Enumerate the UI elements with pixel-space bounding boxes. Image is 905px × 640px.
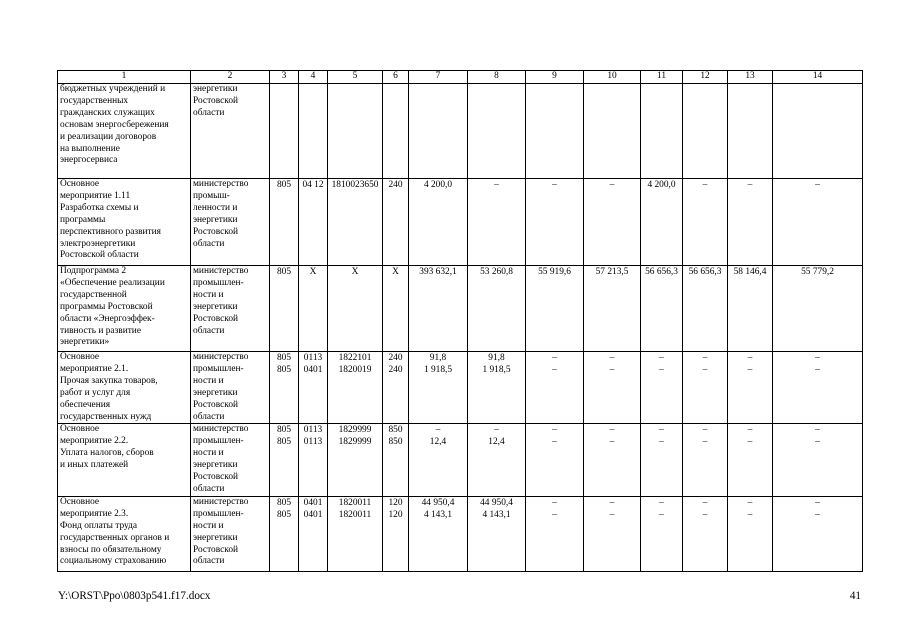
value-cell — [728, 496, 773, 571]
value-cell — [299, 266, 328, 352]
cell-value: – — [747, 180, 753, 190]
cell-value: – — [494, 180, 499, 190]
cell-value: 0113 — [303, 353, 323, 363]
value-cell — [383, 496, 409, 571]
cell-value: – — [659, 353, 664, 363]
value-cell — [383, 424, 409, 496]
column-number: 6 — [383, 71, 409, 84]
value-cell — [299, 424, 328, 496]
column-number: 13 — [728, 71, 773, 84]
cell-value: – — [747, 497, 753, 508]
cell-value: – — [815, 509, 820, 520]
cell-value: – — [609, 437, 615, 448]
cell-value: – — [702, 437, 708, 448]
cell-value: 805 — [276, 267, 292, 277]
cell-value: – — [494, 425, 499, 436]
cell-value: – — [815, 353, 820, 363]
cell-value: 91,8 — [488, 353, 505, 363]
value-cell — [383, 179, 409, 266]
table-body — [58, 71, 863, 572]
cell-value: 56 656,3 — [645, 267, 678, 277]
table-row — [58, 496, 863, 571]
cell-value: 0401 — [303, 509, 323, 520]
value-cell — [409, 179, 468, 266]
cell-value: 1820011 — [338, 509, 372, 520]
value-cell — [383, 266, 409, 352]
cell-value: 58 146,4 — [733, 267, 767, 277]
executor-name: министерство промышлен- ности и энергетики Ростовской области — [191, 424, 270, 496]
value-cell — [641, 179, 683, 266]
value-cell — [584, 352, 641, 424]
cell-value: 240 — [388, 353, 403, 363]
column-number: 9 — [526, 71, 584, 84]
cell-value: – — [659, 497, 664, 508]
cell-value: X — [351, 267, 359, 277]
cell-value: 850 — [388, 425, 403, 436]
cell-value: 4 143,1 — [423, 509, 453, 520]
cell-value: 44 950,4 — [421, 497, 455, 508]
cell-value: – — [552, 437, 557, 448]
budget-table — [57, 70, 863, 572]
column-number: 1 — [58, 71, 191, 84]
value-cell — [328, 424, 383, 496]
value-cell — [409, 84, 468, 179]
table-row — [58, 352, 863, 424]
value-cell — [526, 352, 584, 424]
cell-value: – — [659, 425, 664, 436]
value-cell — [468, 424, 526, 496]
value-cell — [683, 424, 728, 496]
cell-value: – — [815, 437, 820, 448]
cell-value: – — [659, 509, 664, 520]
cell-value: X — [392, 267, 399, 277]
cell-value: – — [747, 425, 753, 436]
column-number: 10 — [584, 71, 641, 84]
table-row — [58, 424, 863, 496]
column-number: 3 — [270, 71, 299, 84]
cell-value: – — [609, 353, 615, 363]
cell-value: – — [702, 353, 708, 363]
value-cell — [641, 424, 683, 496]
executor-name: министерство промышлен- ности и энергетики Ростовской области — [191, 496, 270, 571]
value-cell — [409, 496, 468, 571]
cell-value: – — [702, 425, 708, 436]
cell-value: – — [702, 509, 708, 520]
value-cell — [641, 496, 683, 571]
value-cell — [728, 352, 773, 424]
value-cell — [299, 84, 328, 179]
value-cell — [728, 84, 773, 179]
value-cell — [270, 424, 299, 496]
value-cell — [584, 496, 641, 571]
cell-value: 1829999 — [338, 437, 372, 448]
value-cell — [584, 424, 641, 496]
cell-value: 55 779,2 — [801, 267, 834, 277]
cell-value: 1820011 — [338, 497, 372, 508]
value-cell — [409, 266, 468, 352]
cell-value: 1 918,5 — [423, 365, 453, 375]
activity-name: Основное мероприятие 2.3. Фонд оплаты труда государственных органов и взносы по обязательному социальному страхованию — [58, 496, 191, 571]
cell-value: 120 — [388, 509, 403, 520]
activity-name: Основное мероприятие 2.2. Уплата налогов, сборов и иных платежей — [58, 424, 191, 496]
value-cell — [270, 352, 299, 424]
cell-value: 1820019 — [338, 365, 372, 375]
column-number: 7 — [409, 71, 468, 84]
column-number: 4 — [299, 71, 328, 84]
cell-value: – — [815, 497, 820, 508]
value-cell — [468, 496, 526, 571]
cell-value: – — [747, 509, 753, 520]
executor-name: министерство промышлен- ности и энергетики Ростовской области — [191, 352, 270, 424]
table-row — [58, 84, 863, 179]
value-cell — [773, 496, 863, 571]
value-cell — [584, 84, 641, 179]
value-cell — [383, 84, 409, 179]
cell-value: 4 200,0 — [647, 180, 676, 190]
column-number: 5 — [328, 71, 383, 84]
cell-value: 4 200,0 — [423, 180, 453, 190]
value-cell — [409, 352, 468, 424]
cell-value: 1 918,5 — [482, 365, 511, 375]
cell-value: 1822101 — [338, 353, 372, 363]
value-cell — [683, 266, 728, 352]
cell-value: – — [552, 353, 557, 363]
value-cell — [683, 496, 728, 571]
cell-value: – — [659, 365, 664, 375]
value-cell — [270, 179, 299, 266]
cell-value: 805 — [276, 180, 292, 190]
cell-value: – — [609, 497, 615, 508]
cell-value: 0113 — [303, 425, 323, 436]
value-cell — [328, 179, 383, 266]
cell-value: 393 632,1 — [419, 267, 457, 277]
cell-value: 57 213,5 — [595, 267, 629, 277]
cell-value: 0113 — [303, 437, 323, 448]
value-cell — [468, 266, 526, 352]
cell-value: – — [815, 365, 820, 375]
value-cell — [683, 179, 728, 266]
column-number: 8 — [468, 71, 526, 84]
cell-value: – — [659, 437, 664, 448]
value-cell — [526, 84, 584, 179]
column-number-row — [58, 71, 863, 84]
value-cell — [584, 266, 641, 352]
value-cell — [773, 84, 863, 179]
cell-value: 04 12 — [302, 180, 324, 190]
value-cell — [683, 84, 728, 179]
cell-value: – — [552, 180, 557, 190]
cell-value: 240 — [388, 180, 403, 190]
value-cell — [468, 179, 526, 266]
cell-value: 12,4 — [488, 437, 505, 448]
cell-value: – — [435, 425, 441, 436]
value-cell — [328, 496, 383, 571]
value-cell — [773, 352, 863, 424]
value-cell — [383, 352, 409, 424]
activity-name: бюджетных учреждений и государственных гражданских служащих основам энергосбережения и реализации договоров на выполнение энергосервиса — [58, 84, 191, 179]
value-cell — [584, 179, 641, 266]
value-cell — [270, 84, 299, 179]
value-cell — [641, 84, 683, 179]
value-cell — [468, 352, 526, 424]
cell-value: 240 — [388, 365, 403, 375]
cell-value: 1810023650 — [331, 180, 379, 190]
value-cell — [299, 352, 328, 424]
value-cell — [641, 266, 683, 352]
activity-name: Основное мероприятие 1.11 Разработка схемы и программы перспективного развития электроэнергетики Ростовской области — [58, 179, 191, 266]
cell-value: 805 — [276, 497, 292, 508]
cell-value: – — [609, 425, 615, 436]
cell-value: 805 — [276, 509, 292, 520]
cell-value: – — [815, 425, 820, 436]
value-cell — [526, 424, 584, 496]
value-cell — [526, 266, 584, 352]
value-cell — [728, 179, 773, 266]
value-cell — [773, 424, 863, 496]
activity-name: Основное мероприятие 2.1. Прочая закупка товаров, работ и услуг для обеспечения государственных нужд — [58, 352, 191, 424]
cell-value: – — [702, 497, 708, 508]
value-cell — [299, 496, 328, 571]
column-number: 11 — [641, 71, 683, 84]
cell-value: 91,8 — [429, 353, 447, 363]
cell-value: – — [609, 509, 615, 520]
value-cell — [728, 266, 773, 352]
value-cell — [328, 84, 383, 179]
value-cell — [773, 266, 863, 352]
cell-value: – — [609, 180, 615, 190]
cell-value: – — [552, 425, 557, 436]
value-cell — [526, 179, 584, 266]
cell-value: 805 — [276, 425, 292, 436]
value-cell — [299, 179, 328, 266]
cell-value: 56 656,3 — [688, 267, 722, 277]
page-number: 41 — [849, 590, 861, 602]
cell-value: 120 — [388, 497, 403, 508]
value-cell — [526, 496, 584, 571]
cell-value: 12,4 — [429, 437, 447, 448]
cell-value: 0401 — [303, 497, 323, 508]
cell-value: – — [552, 509, 557, 520]
cell-value: X — [309, 267, 317, 277]
cell-value: 850 — [388, 437, 403, 448]
column-number: 12 — [683, 71, 728, 84]
value-cell — [728, 424, 773, 496]
cell-value: – — [747, 437, 753, 448]
table-row — [58, 266, 863, 352]
activity-name: Подпрограмма 2 «Обеспечение реализации государственной программы Ростовской области «Энергоэффек- тивность и развитие энергетики» — [58, 266, 191, 352]
cell-value: – — [552, 497, 557, 508]
value-cell — [641, 352, 683, 424]
cell-value: 55 919,6 — [538, 267, 571, 277]
value-cell — [270, 496, 299, 571]
value-cell — [468, 84, 526, 179]
column-number: 2 — [191, 71, 270, 84]
cell-value: – — [702, 180, 708, 190]
table-row — [58, 179, 863, 266]
cell-value: 0401 — [303, 365, 323, 375]
executor-name: энергетики Ростовской области — [191, 84, 270, 179]
file-path: Y:\ORST\Ppo\0803p541.f17.docx — [58, 590, 211, 602]
cell-value: 1829999 — [338, 425, 372, 436]
value-cell — [270, 266, 299, 352]
executor-name: министерство промыш- ленности и энергетики Ростовской области — [191, 179, 270, 266]
column-number: 14 — [773, 71, 863, 84]
cell-value: 4 143,1 — [482, 509, 511, 520]
cell-value: 53 260,8 — [480, 267, 513, 277]
cell-value: – — [609, 365, 615, 375]
value-cell — [773, 179, 863, 266]
cell-value: 805 — [276, 353, 292, 363]
cell-value: 44 950,4 — [480, 497, 513, 508]
cell-value: – — [747, 365, 753, 375]
value-cell — [683, 352, 728, 424]
value-cell — [328, 266, 383, 352]
cell-value: 805 — [276, 437, 292, 448]
cell-value: – — [815, 180, 820, 190]
cell-value: – — [552, 365, 557, 375]
cell-value: – — [702, 365, 708, 375]
value-cell — [328, 352, 383, 424]
executor-name: министерство промышлен- ности и энергетики Ростовской области — [191, 266, 270, 352]
cell-value: 805 — [276, 365, 292, 375]
cell-value: – — [747, 353, 753, 363]
value-cell — [409, 424, 468, 496]
